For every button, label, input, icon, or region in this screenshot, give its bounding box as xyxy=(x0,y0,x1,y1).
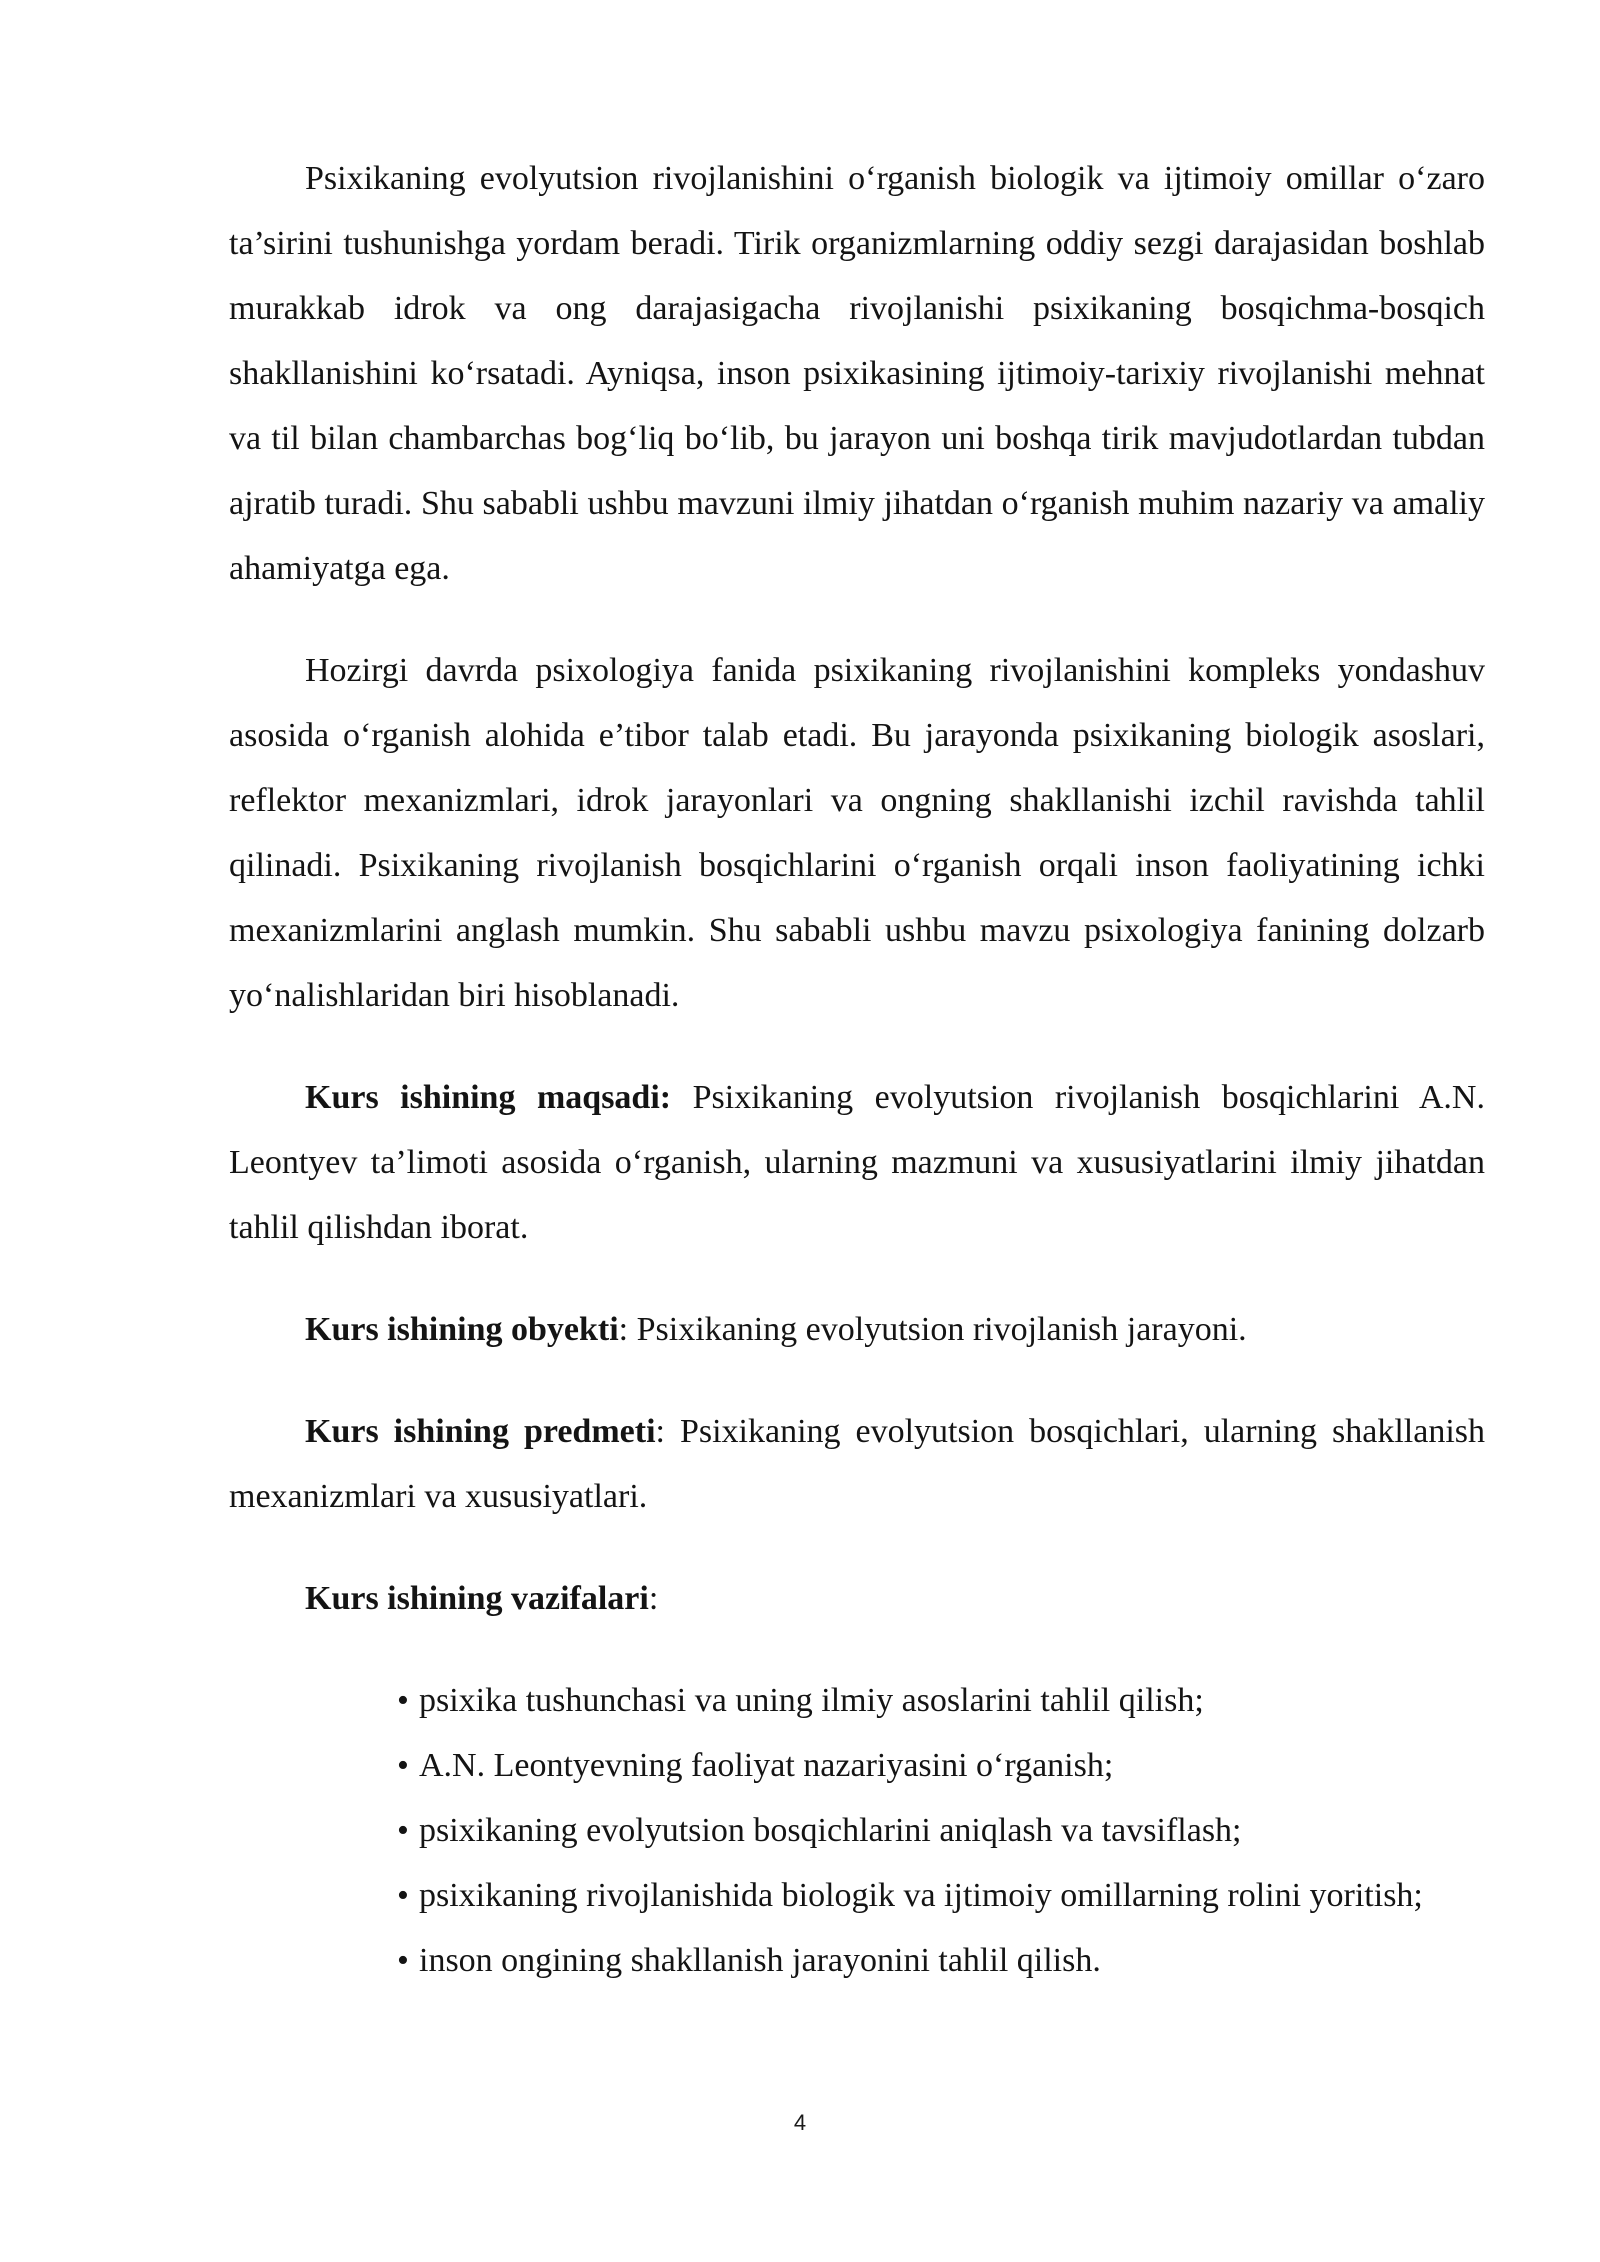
list-item xyxy=(327,1863,1485,1928)
list-item xyxy=(327,1928,1485,1993)
tasks-label: Kurs ishining vazifalari xyxy=(305,1580,649,1617)
tasks-list xyxy=(229,1668,1485,1993)
goal-paragraph xyxy=(229,1065,1485,1260)
task-item-text: psixikaning rivojlanishida biologik va ijtimoiy omillarning rolini yoritish; xyxy=(419,1877,1423,1914)
bullet-icon: • xyxy=(397,1747,409,1784)
goal-text: Psixikaning evolyutsion rivojlanish bosqichlarini A.N. Leontyev ta’limoti asosida o‘rganish, ularning mazmuni va xususiyatlarini ilmiy jihatdan tahlil qilishdan iborat. xyxy=(229,1079,1485,1246)
bullet-icon: • xyxy=(397,1682,409,1719)
page-content xyxy=(229,146,1485,1993)
list-item xyxy=(327,1668,1485,1733)
task-item-text: psixikaning evolyutsion bosqichlarini aniqlash va tavsiflash; xyxy=(419,1812,1242,1849)
page-number: 4 xyxy=(793,2110,807,2135)
task-item-text: psixika tushunchasi va uning ilmiy asoslarini tahlil qilish; xyxy=(419,1682,1204,1719)
intro-paragraph-1: Psixikaning evolyutsion rivojlanishini o‘rganish biologik va ijtimoiy omillar o‘zaro ta’sirini tushunishga yordam beradi. Tirik organizmlarning oddiy sezgi darajasidan boshlab murakkab idrok va ong darajasigacha rivojlanishi psixikaning bosqichma-bosqich shakllanishini ko‘rsatadi. Ayniqsa, inson psixikasining ijtimoiy-tarixiy rivojlanishi mehnat va til bilan chambarchas bog‘liq bo‘lib, bu jarayon uni boshqa tirik mavjudotlardan tubdan ajratib turadi. Shu sababli ushbu mavzuni ilmiy jihatdan o‘rganish muhim nazariy va amaliy ahamiyatga ega. xyxy=(229,160,1485,587)
list-item xyxy=(327,1733,1485,1798)
tasks-colon: : xyxy=(648,1580,659,1617)
bullet-icon: • xyxy=(397,1877,409,1914)
task-item-text: inson ongining shakllanish jarayonini tahlil qilish. xyxy=(419,1942,1101,1979)
object-paragraph xyxy=(229,1297,1485,1362)
subject-label: Kurs ishining predmeti xyxy=(305,1413,656,1450)
bullet-icon: • xyxy=(397,1942,409,1979)
list-item xyxy=(327,1798,1485,1863)
object-text: : Psixikaning evolyutsion rivojlanish jarayoni. xyxy=(618,1311,1247,1348)
subject-paragraph xyxy=(229,1399,1485,1529)
object-label: Kurs ishining obyekti xyxy=(305,1311,619,1348)
bullet-icon: • xyxy=(397,1812,409,1849)
goal-label: Kurs ishining maqsadi: xyxy=(305,1079,672,1116)
tasks-heading xyxy=(229,1566,1485,1631)
intro-paragraph-2: Hozirgi davrda psixologiya fanida psixikaning rivojlanishini kompleks yondashuv asosida o‘rganish alohida e’tibor talab etadi. Bu jarayonda psixikaning biologik asoslari, reflektor mexanizmlari, idrok jarayonlari va ongning shakllanishi izchil ravishda tahlil qilinadi. Psixikaning rivojlanish bosqichlarini o‘rganish orqali inson faoliyatining ichki mexanizmlarini anglash mumkin. Shu sababli ushbu mavzu psixologiya fanining dolzarb yo‘nalishlaridan biri hisoblanadi. xyxy=(229,652,1485,1014)
subject-text: : Psixikaning evolyutsion bosqichlari, ularning shakllanish mexanizmlari va xususiyatlari. xyxy=(229,1413,1486,1515)
task-item-text: A.N. Leontyevning faoliyat nazariyasini o‘rganish; xyxy=(419,1747,1114,1784)
